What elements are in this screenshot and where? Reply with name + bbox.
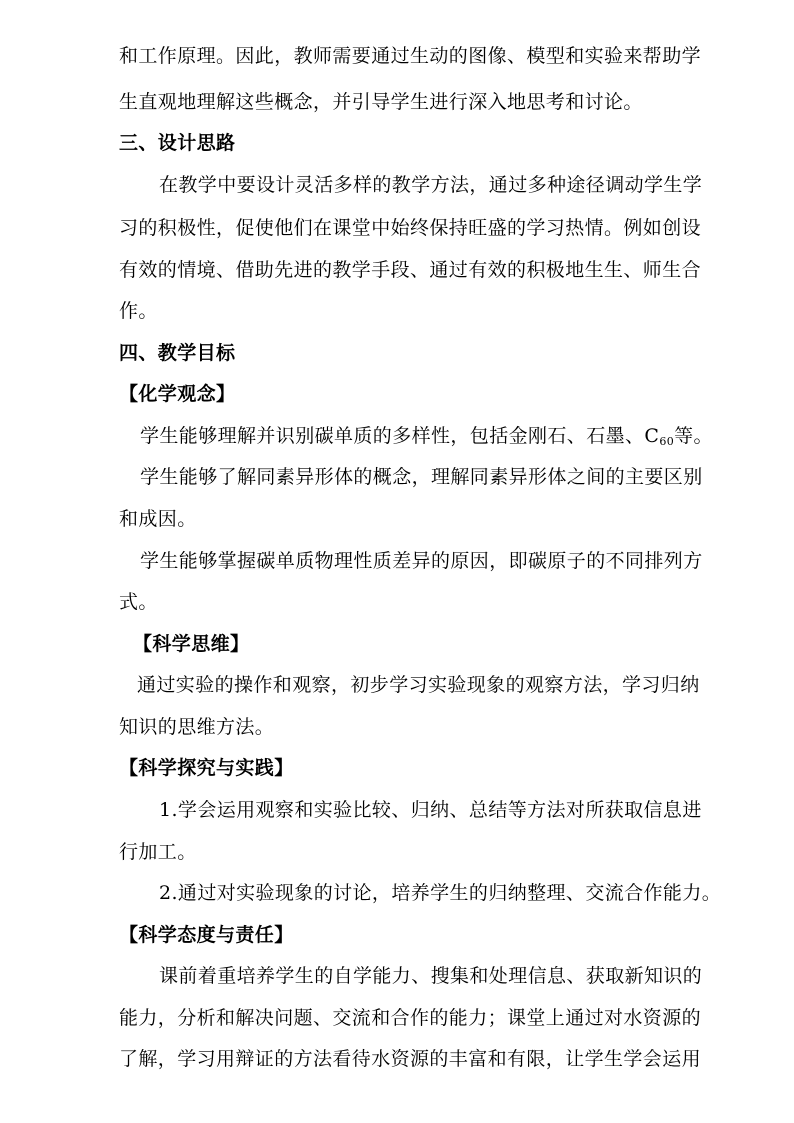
paragraph-line: 作。: [119, 300, 158, 322]
paragraph-line: 有效的情境、借助先进的教学手段、通过有效的积极地生生、师生合: [119, 259, 702, 281]
paragraph-line: 课前着重培养学生的自学能力、搜集和处理信息、获取新知识的: [159, 965, 703, 987]
paragraph-line: 2.通过对实验现象的讨论，培养学生的归纳整理、交流合作能力。: [159, 882, 722, 904]
subheading-attitude-responsibility: 【科学态度与责任】: [119, 924, 294, 946]
paragraph-line: 和工作原理。因此，教师需要通过生动的图像、模型和实验来帮助学: [119, 45, 702, 67]
paragraph-line: 和成因。: [119, 508, 197, 530]
paragraph-line: 式。: [119, 591, 158, 613]
paragraph-line: 在教学中要设计灵活多样的教学方法，通过多种途径调动学生学: [159, 174, 703, 196]
paragraph-line: 学生能够掌握碳单质物理性质差异的原因，即碳原子的不同排列方: [140, 550, 703, 572]
paragraph-line: 了解，学习用辩证的方法看待水资源的丰富和有限，让学生学会运用: [119, 1048, 702, 1070]
paragraph-line: 能力，分析和解决问题、交流和合作的能力；课堂上通过对水资源的: [119, 1007, 702, 1029]
subheading-scientific-thinking: 【科学思维】: [133, 633, 250, 655]
subheading-chemistry-concept: 【化学观念】: [119, 383, 236, 405]
paragraph-line: 习的积极性，促使他们在课堂中始终保持旺盛的学习热情。例如创设: [119, 217, 702, 239]
text-span: 等。: [674, 425, 713, 447]
section-heading-design: 三、设计思路: [119, 132, 236, 154]
paragraph-line: 1.学会运用观察和实验比较、归纳、总结等方法对所获取信息进: [159, 799, 702, 821]
paragraph-line: 行加工。: [119, 841, 197, 863]
subscript: 60: [659, 435, 675, 448]
paragraph-line: 知识的思维方法。: [119, 716, 275, 738]
paragraph-line: [140, 424, 713, 448]
paragraph-line: 通过实验的操作和观察，初步学习实验现象的观察方法，学习归纳: [137, 674, 700, 696]
subheading-inquiry-practice: 【科学探究与实践】: [119, 757, 294, 779]
text-span: 学生能够理解并识别碳单质的多样性，包括金刚石、石墨、C: [140, 425, 660, 447]
section-heading-objectives: 四、教学目标: [119, 342, 236, 364]
paragraph-line: 生直观地理解这些概念，并引导学生进行深入地思考和讨论。: [119, 91, 643, 113]
paragraph-line: 学生能够了解同素异形体的概念，理解同素异形体之间的主要区别: [140, 466, 703, 488]
